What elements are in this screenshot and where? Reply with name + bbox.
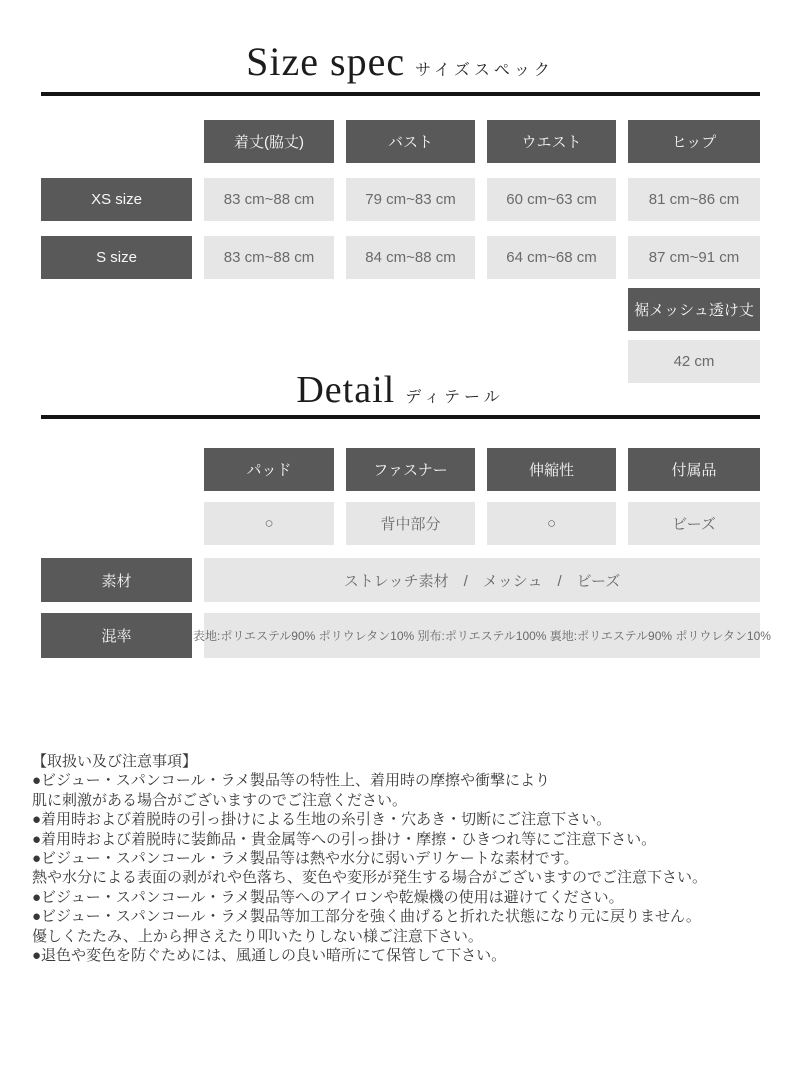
detail-value-fastener: 背中部分 <box>346 502 475 545</box>
col-header-waist: ウエスト <box>487 120 616 163</box>
row-label-xs: XS size <box>41 178 192 221</box>
detail-subtitle: ディテール <box>405 389 504 406</box>
cell-xs-hip: 81 cm~86 cm <box>628 178 760 221</box>
material-value: ストレッチ素材 / メッシュ / ビーズ <box>204 558 760 602</box>
cell-xs-bust: 79 cm~83 cm <box>346 178 475 221</box>
size-spec-divider <box>41 92 760 96</box>
detail-value-stretch: ○ <box>487 502 616 545</box>
care-note-line: ●着用時および着脱時の引っ掛けによる生地の糸引き・穴あき・切断にご注意下さい。 <box>32 811 612 829</box>
cell-s-bust: 84 cm~88 cm <box>346 236 475 279</box>
cell-s-waist: 64 cm~68 cm <box>487 236 616 279</box>
cell-s-length: 83 cm~88 cm <box>204 236 334 279</box>
size-spec-subtitle: サイズスペック <box>415 62 554 79</box>
cell-s-hip: 87 cm~91 cm <box>628 236 760 279</box>
col-header-length: 着丈(脇丈) <box>204 120 334 163</box>
detail-title: Detail <box>296 369 396 411</box>
fabric-mix-label: 混率 <box>41 613 192 658</box>
size-spec-title: Size spec <box>246 39 406 84</box>
care-note-line: ●ビジュー・スパンコール・ラメ製品等加工部分を強く曲げると折れた状態になり元に戻りません。 <box>32 908 701 926</box>
fabric-mix-value: 表地:ポリエステル90% ポリウレタン10% 別布:ポリエステル100% 裏地:ポリエステル90% ポリウレタン10% <box>204 613 760 658</box>
cell-xs-length: 83 cm~88 cm <box>204 178 334 221</box>
hem-mesh-header: 裾メッシュ透け丈 <box>628 288 760 331</box>
detail-value-accessory: ビーズ <box>628 502 760 545</box>
detail-value-pad: ○ <box>204 502 334 545</box>
detail-header-stretch: 伸縮性 <box>487 448 616 491</box>
col-header-bust: バスト <box>346 120 475 163</box>
col-header-hip: ヒップ <box>628 120 760 163</box>
cell-xs-waist: 60 cm~63 cm <box>487 178 616 221</box>
care-note-line: ●退色や変色を防ぐためには、風通しの良い暗所にて保管して下さい。 <box>32 946 507 964</box>
care-note-line: ●ビジュー・スパンコール・ラメ製品等へのアイロンや乾燥機の使用は避けてください。 <box>32 888 624 906</box>
row-label-s: S size <box>41 236 192 279</box>
care-note-line: 優しくたたみ、上から押さえたり叩いたりしない様ご注意下さい。 <box>32 927 483 945</box>
care-note-line: ●ビジュー・スパンコール・ラメ製品等の特性上、着用時の摩擦や衝撃により <box>32 772 551 790</box>
care-note-line: ●ビジュー・スパンコール・ラメ製品等は熱や水分に弱いデリケートな素材です。 <box>32 849 579 867</box>
detail-header-accessory: 付属品 <box>628 448 760 491</box>
care-notes-heading: 【取扱い及び注意事項】 <box>32 753 198 770</box>
hem-mesh-value: 42 cm <box>628 340 760 383</box>
detail-header-fastener: ファスナー <box>346 448 475 491</box>
size-spec-heading <box>0 38 800 85</box>
detail-header-pad: パッド <box>204 448 334 491</box>
care-note-line: 熱や水分による表面の剥がれや色落ち、変色や変形が発生する場合がございますのでご注意下さい。 <box>32 869 708 887</box>
care-note-line: ●着用時および着脱時に装飾品・貴金属等への引っ掛け・摩擦・ひきつれ等にご注意下さい。 <box>32 830 657 848</box>
detail-divider <box>41 415 760 419</box>
care-notes <box>32 752 777 965</box>
material-label: 素材 <box>41 558 192 602</box>
care-note-line: 肌に刺激がある場合がございますのでご注意ください。 <box>32 791 408 809</box>
detail-heading <box>0 368 800 412</box>
